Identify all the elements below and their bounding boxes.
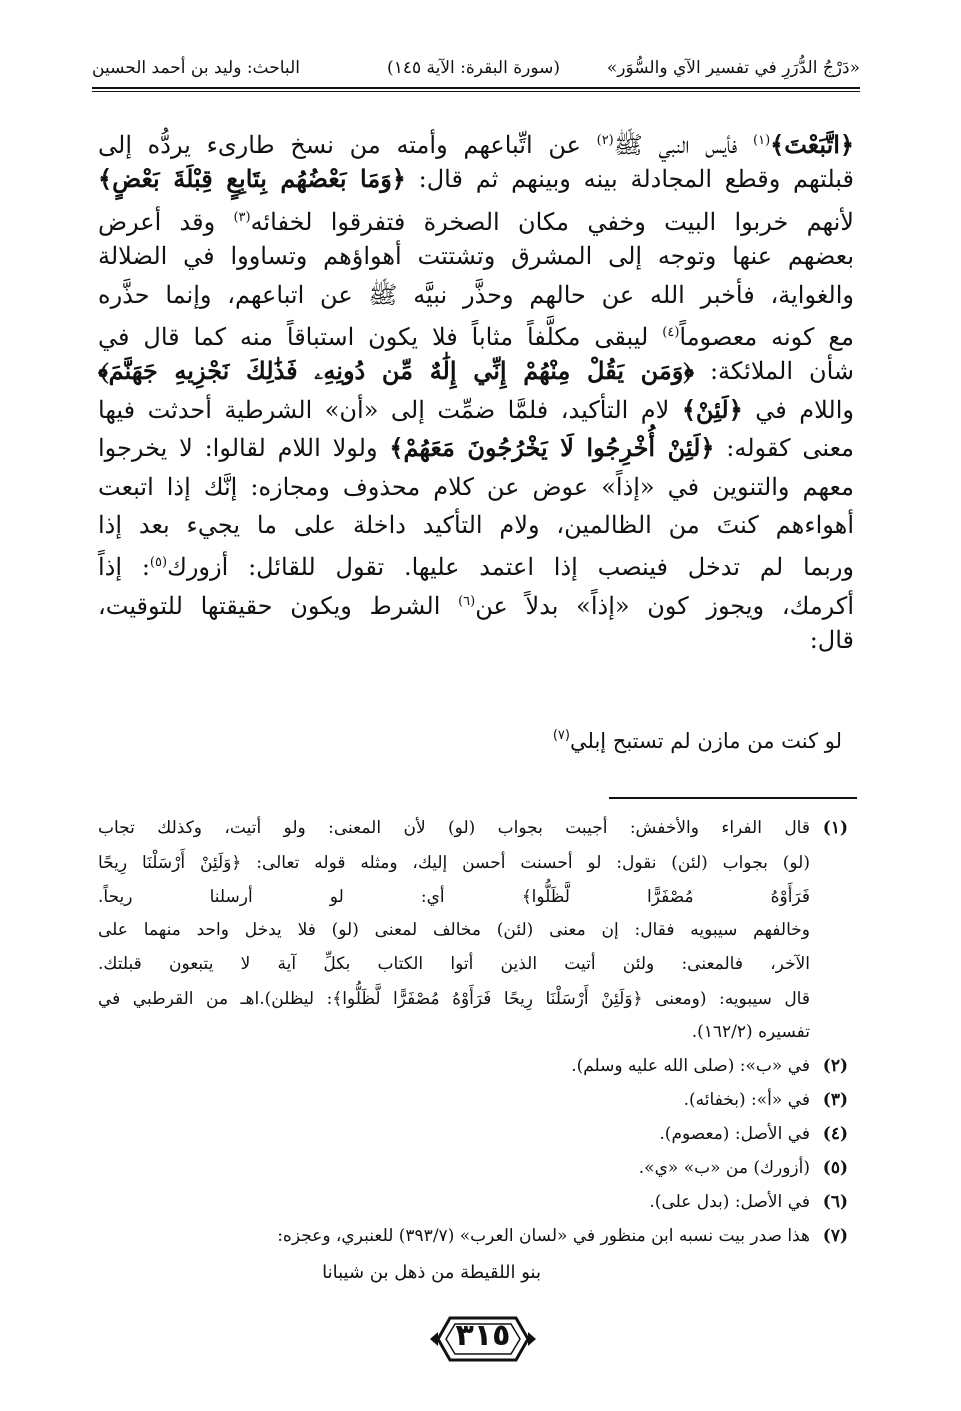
main-text xyxy=(98,122,854,659)
text-segment: ولولا اللام لقالوا: لا يخرجوا xyxy=(98,434,390,463)
header-surah-reference: (سورة البقرة: الآية ١٤٥) xyxy=(387,58,560,78)
footnote-line xyxy=(98,818,854,846)
quran-quote: ﴿وَمَن يَقُلْ مِنْهُمْ إِنِّي إِلَٰهٌ مِّن دُونِهِۦ فَذَٰلِكَ نَجْزِيهِ جَهَنَّمَ﴾ xyxy=(98,356,695,386)
text-line xyxy=(98,122,854,160)
footnote-text: في «ب»: (صلى الله عليه وسلم). xyxy=(571,1056,810,1076)
text-line xyxy=(98,621,854,659)
verse-text: لو كنت من مازن لم تستبح إبلي xyxy=(569,729,842,753)
text-segment: عن اتِّباعهم وأمته من نسخ طارىء يردُّه إلى xyxy=(98,131,597,159)
footnote-number: (٣) xyxy=(822,1090,848,1110)
text-line xyxy=(98,391,854,429)
text-segment: قال: xyxy=(809,626,854,655)
footnote-number: (٤) xyxy=(822,1124,848,1144)
text-line xyxy=(98,583,854,621)
footnote-line xyxy=(98,1022,854,1050)
text-line xyxy=(98,199,854,237)
footnote-line xyxy=(98,988,854,1016)
text-segment: الشرط ويكون حقيقتها للتوقيت، xyxy=(98,591,459,620)
footnote-text: فَرَأَوْهُ مُصْفَرًّا لَّظَلُّوا﴾ أي: لو أرسلنا ريحاً. xyxy=(98,887,810,907)
verse-footnote-mark: (٧) xyxy=(552,728,570,743)
footnote-marker: (١) xyxy=(753,133,771,148)
footnote-marker: (٢) xyxy=(596,133,614,148)
footnote-text: الآخر، فالمعنى: ولئن أتيت الذين أتوا الكتاب بكلِّ آية لا يتبعون قبلتك. xyxy=(98,954,810,974)
quran-quote: ﴿لَئِنْ أُخْرِجُوا لَا يَخْرُجُونَ مَعَهُمْ﴾ xyxy=(389,433,715,463)
text-segment: مع كونه معصوماً xyxy=(679,322,855,351)
footnote-line xyxy=(98,1226,854,1254)
running-header xyxy=(92,52,860,86)
footnote-marker: (٥) xyxy=(149,555,168,571)
footnote-text: في «أ»: (بخفائه). xyxy=(683,1090,810,1110)
footnote-text: قال سيبويه: (ومعنى ﴿وَلَئِنْ أَرْسَلْنَا رِيحًا فَرَأَوْهُ مُصْفَرًّا لَّظَلُّوا﴾: ليظلن).اهـ من القرطبي في xyxy=(98,989,810,1009)
text-line xyxy=(98,468,854,506)
footnote-line xyxy=(98,1056,854,1084)
text-segment: وقد أعرض xyxy=(98,207,234,236)
text-segment: شأن الملائكة: xyxy=(694,357,854,386)
footnote-number: (٥) xyxy=(822,1158,848,1178)
text-segment: ليبقى مكلَّفاً مثاباً فلا يكون استباقاً منه كما قال في xyxy=(98,322,663,351)
text-line xyxy=(98,352,854,390)
footnote-line xyxy=(98,886,854,914)
footnote-line xyxy=(98,954,854,982)
footnote-text: تفسيره (١٦٢/٢). xyxy=(691,1022,810,1042)
footnote-text: هذا صدر بيت نسبه ابن منظور في «لسان العرب» (٣٩٣/٧) للعنبري، وعجزه: xyxy=(277,1226,810,1246)
quran-quote: ﴿اتَّبَعْتَ﴾ xyxy=(770,130,854,159)
text-line xyxy=(98,276,854,314)
page-number: ٣١٥ xyxy=(455,1318,511,1353)
footnote-text: (أزورك) من «ب» «ي». xyxy=(638,1158,810,1178)
footnote-line xyxy=(98,1124,854,1152)
text-segment: واللام في xyxy=(742,395,854,424)
text-segment: قبلتهم وقطع المجادلة بينه وبينهم ثم قال: xyxy=(405,165,854,194)
footnote-text: قال الفراء والأخفش: أجيبت بجواب (لو) لأن المعنى: ولو أتيت، وكذلك تجاب xyxy=(98,818,810,838)
text-segment: فأيس النبي ﷺ xyxy=(613,131,753,159)
quran-quote: ﴿وَمَا بَعْضُهُم بِتَابِعٍ قِبْلَةَ بَعْضٍ﴾ xyxy=(98,164,406,194)
text-segment: : إذاً xyxy=(98,553,150,582)
text-segment: معنى كقوله: xyxy=(714,434,855,463)
footnote-marker: (٦) xyxy=(458,593,476,609)
text-segment: والغواية، فأخبر الله عن حالهم وحذَّر نبيَّه ﷺ عن اتباعهم، وإنما حذَّره xyxy=(98,280,854,309)
footnote-text: (لو) بجواب (لئن) نقول: لو أحسنت أحسن إليك، ومثله قوله تعالى: ﴿وَلَئِنْ أَرْسَلْنَا رِيحًا xyxy=(98,853,810,873)
footnote-line xyxy=(98,852,854,880)
text-segment: لام التأكيد، فلمَّا ضمِّت إلى «أن» الشرطية أحدثت فيها xyxy=(98,395,682,424)
footnote-line xyxy=(98,1158,854,1186)
text-segment: وربما لم تدخل فينصب إذا اعتمد عليها. تقول للقائل: أزورك xyxy=(167,553,854,582)
header-book-title: «دَرْجُ الدُّرَرِ في تفسير الآي والسُّوَر» xyxy=(606,58,860,78)
footnote-separator xyxy=(609,797,857,799)
verse-second-hemistich: بنو اللقيطة من ذهل بن شيبانا xyxy=(322,1262,541,1283)
text-segment: لأنهم خربوا البيت وخفي مكان الصخرة فتفرقوا لخفائه xyxy=(250,207,854,236)
footnote-number: (١) xyxy=(822,818,848,838)
header-rule-thin xyxy=(92,91,860,92)
text-line xyxy=(98,544,854,582)
text-segment: أهواءهم كنتَ من الظالمين، ولام التأكيد داخلة على ما يجيء بعد إذا xyxy=(98,510,854,539)
footnote-number: (٧) xyxy=(822,1226,848,1246)
text-segment: معهم والتنوين في «إذاً» عوض عن كلام محذوف ومجازه: إنَّك إذا اتبعت xyxy=(98,472,854,501)
footnote-text: وخالفهم سيبويه فقال: إن معنى (لئن) مخالف لمعنى (لو) فلا يدخل واحد منهما على xyxy=(98,920,810,940)
footnote-number: (٦) xyxy=(822,1192,848,1212)
text-line xyxy=(98,506,854,544)
footnote-line xyxy=(98,1192,854,1220)
text-line xyxy=(98,429,854,467)
footnote-line xyxy=(98,1090,854,1118)
text-line xyxy=(98,160,854,198)
footnote-marker: (٣) xyxy=(233,209,251,225)
footnote-text: في الأصل: (معصوم). xyxy=(659,1124,810,1144)
text-line xyxy=(98,314,854,352)
header-researcher-name: الباحث: وليد بن أحمد الحسين xyxy=(92,58,300,78)
quran-quote: ﴿لَئِنْ﴾ xyxy=(681,394,743,424)
text-line xyxy=(98,237,854,275)
footnote-text: في الأصل: (بدل على). xyxy=(649,1192,810,1212)
text-segment: أكرمك، ويجوز كون «إذاً» بدلاً عن xyxy=(475,591,855,620)
text-segment: بعضهم عنها وتوجه إلى المشرق وتشتتت أهواؤهم وتساووا في الضلالة xyxy=(98,242,854,271)
footnote-marker: (٤) xyxy=(662,324,680,340)
footnote-line xyxy=(98,920,854,948)
header-rule xyxy=(92,87,860,89)
footnote-number: (٢) xyxy=(822,1056,848,1076)
